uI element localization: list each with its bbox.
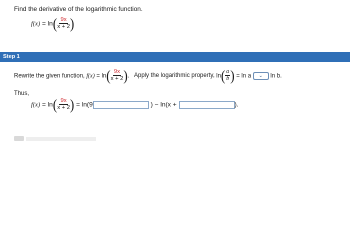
rewrite-text: Rewrite the given function, xyxy=(14,73,85,80)
numerator: 9x xyxy=(113,69,121,75)
ln-label: ln xyxy=(47,101,53,109)
close-paren: ) xyxy=(123,66,128,84)
chevron-down-icon: ⌄ xyxy=(258,72,263,79)
fx-label: f(x) xyxy=(86,73,95,80)
fraction xyxy=(57,17,70,30)
fraction xyxy=(57,98,70,111)
ln-label: ln xyxy=(47,20,53,28)
numerator: 9x xyxy=(60,98,67,104)
property-b: b xyxy=(226,76,230,83)
answer-input-1[interactable] xyxy=(93,101,149,109)
fraction xyxy=(111,69,124,82)
open-paren: ( xyxy=(220,66,226,84)
thus-label: Thus, xyxy=(14,91,30,97)
minus-ln-text: ) − ln(x + xyxy=(150,101,177,109)
rewrite-line: Rewrite the given function, f(x) = ln( $\frac{9x}{x + 2}$ ). Apply the logarithmic property, ln( $\frac{a}{b}$ ) = ln a ⌄ ln b. xyxy=(14,66,282,84)
close-paren: ) xyxy=(230,66,235,84)
open-paren: ( xyxy=(52,95,58,113)
property-rhs: = ln a xyxy=(236,73,252,80)
open-paren: ( xyxy=(52,14,58,32)
bottom-bar xyxy=(26,137,96,141)
problem-prompt: Find the derivative of the logarithmic function. xyxy=(14,6,143,13)
equals-sign: = xyxy=(96,73,100,80)
numerator: 9x xyxy=(60,17,67,23)
property-a: a xyxy=(226,69,230,75)
close-paren: ) xyxy=(69,14,75,32)
apply-text: Apply the logarithmic property, xyxy=(134,73,215,80)
denominator: x + 2 xyxy=(57,105,70,112)
ln-label: ln xyxy=(216,73,221,80)
bottom-button[interactable] xyxy=(14,136,24,141)
step-header xyxy=(0,52,350,62)
fx-label: f(x) xyxy=(31,101,41,109)
given-function xyxy=(31,14,75,32)
denominator: x + 2 xyxy=(110,76,124,83)
close-paren: ) xyxy=(69,95,75,113)
fx-label: f(x) xyxy=(31,20,41,28)
result-line xyxy=(31,95,239,113)
operator-select[interactable] xyxy=(253,72,269,80)
denominator: x + 2 xyxy=(57,24,70,31)
equals-sign: = xyxy=(42,101,46,109)
close-text: ). xyxy=(234,101,239,109)
equals-sign: = xyxy=(42,20,46,28)
ln9-text: = ln(9 xyxy=(76,101,93,109)
answer-input-2[interactable] xyxy=(179,101,235,109)
property-end: ln b. xyxy=(270,73,282,80)
ln-label: ln xyxy=(101,73,107,80)
step-title: Step 1 xyxy=(3,53,20,60)
open-paren: ( xyxy=(106,66,111,84)
